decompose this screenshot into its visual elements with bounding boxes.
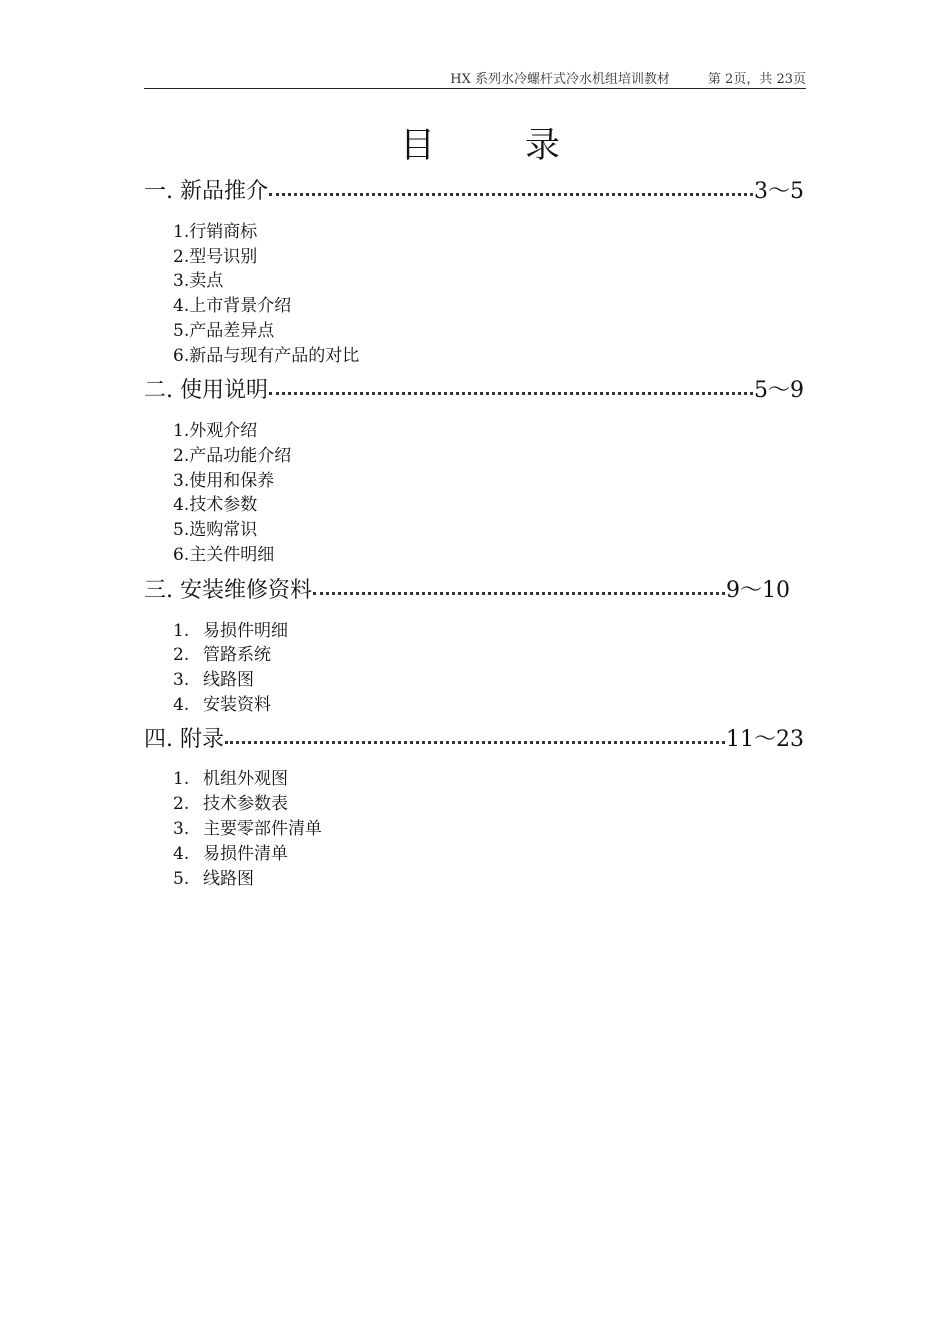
toc-item[interactable]: 6.主关件明细 (173, 545, 275, 565)
toc-item[interactable]: 2. 技术参数表 (173, 794, 288, 814)
page-header (144, 66, 806, 89)
toc-item[interactable]: 1.外观介绍 (173, 421, 258, 441)
toc-section-new-products[interactable] (144, 175, 804, 205)
toc-item[interactable]: 1. 易损件明细 (173, 621, 288, 641)
section-pages: 3～5 (754, 179, 804, 204)
toc-item[interactable]: 4.上市背景介绍 (173, 296, 292, 316)
toc-item[interactable]: 3.卖点 (173, 271, 224, 291)
dot-leader (225, 741, 725, 744)
toc-item[interactable]: 1. 机组外观图 (173, 769, 288, 789)
toc-item[interactable]: 4.技术参数 (173, 495, 258, 515)
toc-section-appendix[interactable] (144, 723, 804, 753)
section-pages: 9～10 (726, 578, 790, 603)
toc-item[interactable]: 5.产品差异点 (173, 321, 275, 341)
toc-item[interactable]: 3. 主要零部件清单 (173, 819, 322, 839)
toc-item[interactable]: 2. 管路系统 (173, 645, 271, 665)
document-title: HX 系列水冷螺杆式冷水机组培训教材 (450, 72, 670, 87)
toc-title-char-2: 录 (524, 126, 560, 166)
toc-item[interactable]: 4. 安装资料 (173, 695, 271, 715)
section-label: 三. 安装维修资料 (144, 578, 312, 603)
toc-item[interactable]: 2.型号识别 (173, 247, 258, 267)
toc-item[interactable]: 5. 线路图 (173, 869, 254, 889)
toc-item[interactable]: 3.使用和保养 (173, 471, 275, 491)
section-pages: 11～23 (726, 727, 804, 752)
toc-item[interactable]: 6.新品与现有产品的对比 (173, 346, 360, 366)
toc-item[interactable]: 5.选购常识 (173, 520, 258, 540)
section-label: 一. 新品推介 (144, 179, 268, 204)
toc-section-installation[interactable] (144, 574, 790, 604)
toc-item[interactable]: 2.产品功能介绍 (173, 446, 292, 466)
dot-leader (269, 193, 753, 196)
page-number: 第 2页，共 23页 (707, 72, 806, 87)
toc-section-usage[interactable] (144, 374, 804, 404)
section-pages: 5～9 (754, 378, 804, 403)
toc-title (400, 118, 560, 168)
toc-title-char-1: 目 (400, 126, 436, 166)
dot-leader (269, 392, 753, 395)
toc-item[interactable]: 4. 易损件清单 (173, 844, 288, 864)
toc-item[interactable]: 3. 线路图 (173, 670, 254, 690)
toc-item[interactable]: 1.行销商标 (173, 222, 258, 242)
dot-leader (313, 592, 725, 595)
section-label: 二. 使用说明 (144, 378, 268, 403)
section-label: 四. 附录 (144, 727, 224, 752)
